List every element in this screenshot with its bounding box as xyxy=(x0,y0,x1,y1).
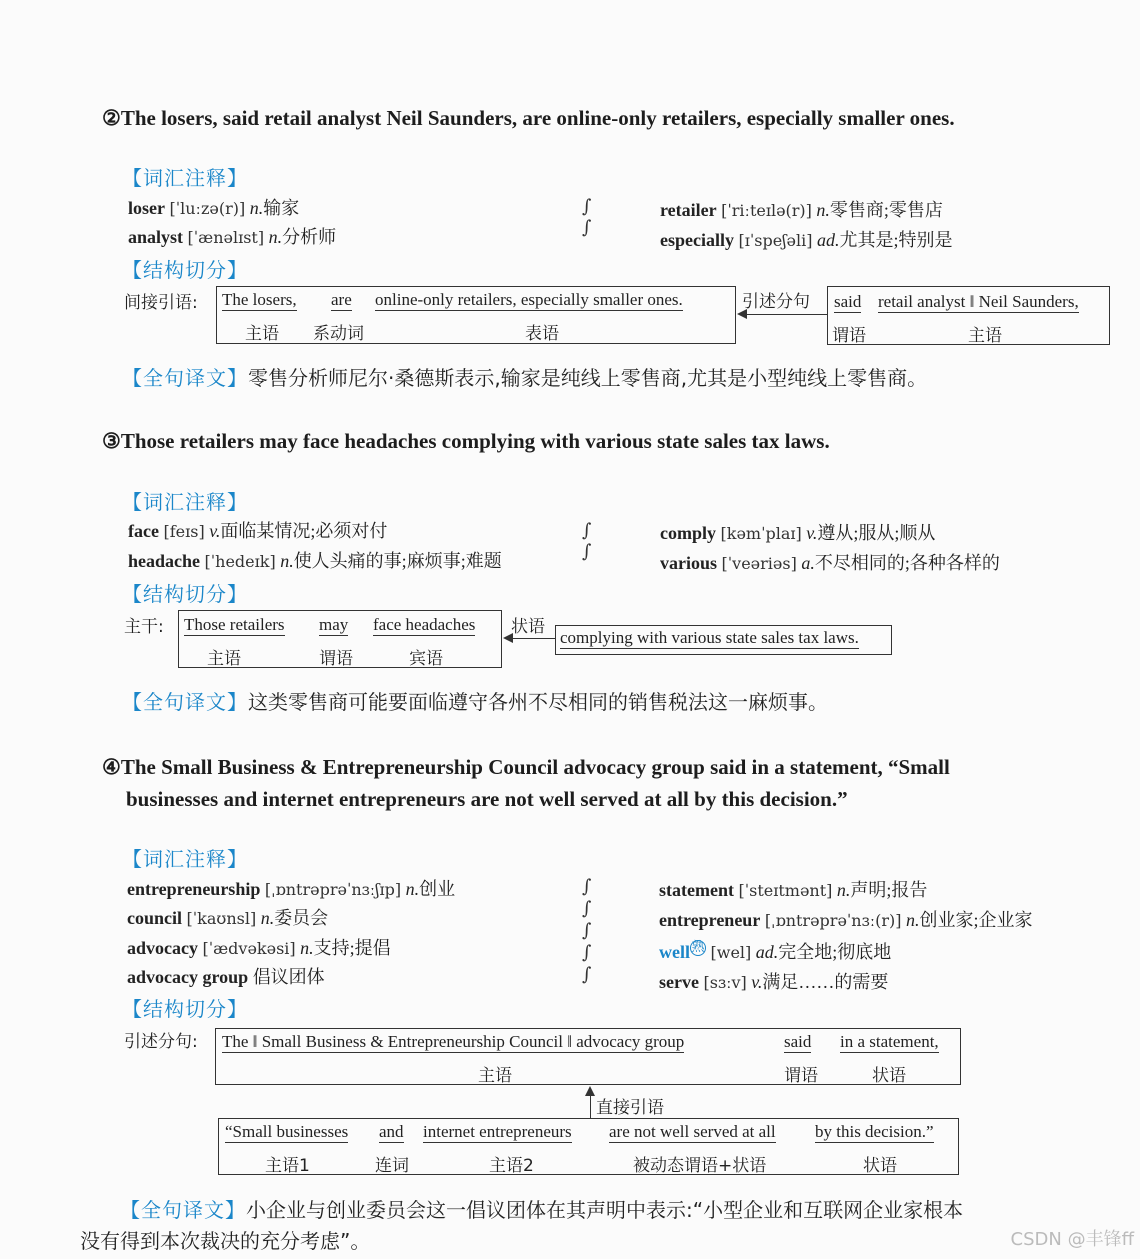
sentence-3-title: ③Those retailers may face headaches complying with various state sales tax laws. xyxy=(102,429,830,453)
vocab-item: serve [sɜːv] v.满足……的需要 xyxy=(659,972,889,992)
role-label: 宾语 xyxy=(409,649,443,669)
structure-box-main-3 xyxy=(178,610,502,668)
struct-label-2: 间接引语: xyxy=(124,293,198,313)
arrow-label-3: 状语 xyxy=(511,617,545,637)
vocab-item: face [feɪs] v.面临某情况;必须对付 xyxy=(128,521,388,541)
role-label: 主语 xyxy=(245,324,279,344)
vocab-item: retailer [ˈriːteɪlə(r)] n.零售商;零售店 xyxy=(660,200,943,220)
segment-subject: Those retailers xyxy=(184,615,285,634)
arrow-label-2: 引述分句 xyxy=(742,292,810,312)
struct-header-2: 【结构切分】 xyxy=(122,258,248,282)
struct-label-3: 主干: xyxy=(124,617,164,637)
vocab-item: statement [ˈsteɪtmənt] n.声明;报告 xyxy=(659,880,928,900)
translation-4-line1: 【全句译文】小企业与创业委员会这一倡议团体在其声明中表示:“小型企业和互联网企业家根本 xyxy=(120,1198,964,1222)
role-label: 主语 xyxy=(478,1066,512,1086)
segment-verb: are xyxy=(331,290,352,309)
segment-verb: said xyxy=(834,292,862,311)
translation-2: 【全句译文】零售分析师尼尔·桑德斯表示,输家是纯线上零售商,尤其是小型纯线上零售商。 xyxy=(122,366,928,390)
translation-4-line2: 没有得到本次裁决的充分考虑”。 xyxy=(80,1229,371,1253)
struct-header-4: 【结构切分】 xyxy=(122,997,248,1021)
vocab-item: advocacy group 倡议团体 xyxy=(127,967,325,987)
segment-predicative: online-only retailers, especially smaller ones. xyxy=(375,290,683,309)
vocab-item: various [ˈveəriəs] a.不尽相同的;各种各样的 xyxy=(660,553,1000,573)
vocab-item: headache [ˈhedeɪk] n.使人头痛的事;麻烦事;难题 xyxy=(128,551,502,571)
role-label: 状语 xyxy=(863,1156,897,1176)
role-label: 连词 xyxy=(375,1156,409,1176)
role-label: 状语 xyxy=(872,1066,906,1086)
vocab-item: comply [kəmˈplaɪ] v.遵从;服从;顺从 xyxy=(660,523,936,543)
wavy-divider-icon: ∫ ∫ xyxy=(582,196,592,238)
segment-verb: may xyxy=(319,615,349,634)
role-label: 被动态谓语+状语 xyxy=(633,1156,767,1176)
vocab-header-3: 【词汇注释】 xyxy=(122,490,248,514)
role-label: 表语 xyxy=(525,324,559,344)
vocab-item: entrepreneurship [ˌɒntrəprəˈnɜːʃɪp] n.创业 xyxy=(127,879,456,899)
structure-box-clause-2 xyxy=(827,286,1110,345)
segment-subject: The ‖ Small Business & Entrepreneurship Council ‖ advocacy group xyxy=(222,1032,685,1051)
segment-subject-2: internet entrepreneurs xyxy=(423,1122,572,1141)
vocab-item: loser [ˈluːzə(r)] n.输家 xyxy=(128,198,300,218)
role-label: 主语 xyxy=(207,649,241,669)
sentence-2-title: ②The losers, said retail analyst Neil Saunders, are online-only retailers, especially smaller ones. xyxy=(102,106,955,130)
familiar-mark-icon: 熟 xyxy=(691,940,705,955)
segment-adverbial: by this decision.” xyxy=(815,1122,934,1141)
arrow-line xyxy=(590,1094,591,1118)
structure-box-quote-4 xyxy=(218,1118,959,1175)
segment-object: face headaches xyxy=(373,615,476,634)
segment-adverbial: in a statement, xyxy=(840,1032,939,1051)
structure-box-main-2 xyxy=(216,286,736,344)
vocab-item: entrepreneur [ˌɒntrəprəˈnɜː(r)] n.创业家;企业家 xyxy=(659,910,1033,930)
struct-label-4: 引述分句: xyxy=(124,1032,198,1052)
role-label: 主语 xyxy=(968,326,1002,346)
role-label: 谓语 xyxy=(319,649,353,669)
structure-box-adverbial-3 xyxy=(555,625,892,655)
vocab-item: especially [ɪˈspeʃəli] ad.尤其是;特别是 xyxy=(660,230,953,250)
wavy-divider-icon: ∫ ∫ xyxy=(582,520,592,562)
role-label: 系动词 xyxy=(313,324,364,344)
vocab-header-4: 【词汇注释】 xyxy=(122,847,248,871)
watermark: CSDN @丰锋ff xyxy=(1010,1229,1134,1250)
segment-conjunction: and xyxy=(379,1122,404,1141)
sentence-4-title-line1: ④The Small Business & Entrepreneurship Council advocacy group said in a statement, “Small xyxy=(102,755,950,779)
structure-box-clause-4 xyxy=(215,1028,961,1085)
role-label: 主语1 xyxy=(265,1156,310,1176)
arrow-line xyxy=(512,638,556,639)
segment-verb: are not well served at all xyxy=(609,1122,776,1141)
segment-subject: The losers, xyxy=(222,290,297,309)
translation-3: 【全句译文】这类零售商可能要面临遵守各州不尽相同的销售税法这一麻烦事。 xyxy=(122,690,828,714)
vocab-item: well熟 [wel] ad.完全地;彻底地 xyxy=(659,940,892,962)
segment-subject: retail analyst ‖ Neil Saunders, xyxy=(878,292,1079,311)
role-label: 主语2 xyxy=(489,1156,534,1176)
wavy-divider-icon: ∫ ∫ ∫ ∫ ∫ xyxy=(582,876,592,985)
vocab-item: advocacy [ˈædvəkəsi] n.支持;提倡 xyxy=(127,938,391,958)
vocab-item: council [ˈkaʊnsl] n.委员会 xyxy=(127,908,329,928)
role-label: 谓语 xyxy=(784,1066,818,1086)
struct-header-3: 【结构切分】 xyxy=(122,582,248,606)
arrow-line xyxy=(746,314,828,315)
sentence-4-title-line2: businesses and internet entrepreneurs are not well served at all by this decision.” xyxy=(126,787,848,811)
segment-adverbial: complying with various state sales tax laws. xyxy=(560,628,859,647)
vocab-item: analyst [ˈænəlɪst] n.分析师 xyxy=(128,227,337,247)
role-label: 谓语 xyxy=(832,326,866,346)
arrow-label-4: 直接引语 xyxy=(596,1098,664,1118)
arrow-left-icon xyxy=(503,633,513,643)
segment-verb: said xyxy=(784,1032,812,1051)
segment-subject-1: “Small businesses xyxy=(225,1122,349,1141)
vocab-header-2: 【词汇注释】 xyxy=(122,166,248,190)
arrow-left-icon xyxy=(737,309,747,319)
